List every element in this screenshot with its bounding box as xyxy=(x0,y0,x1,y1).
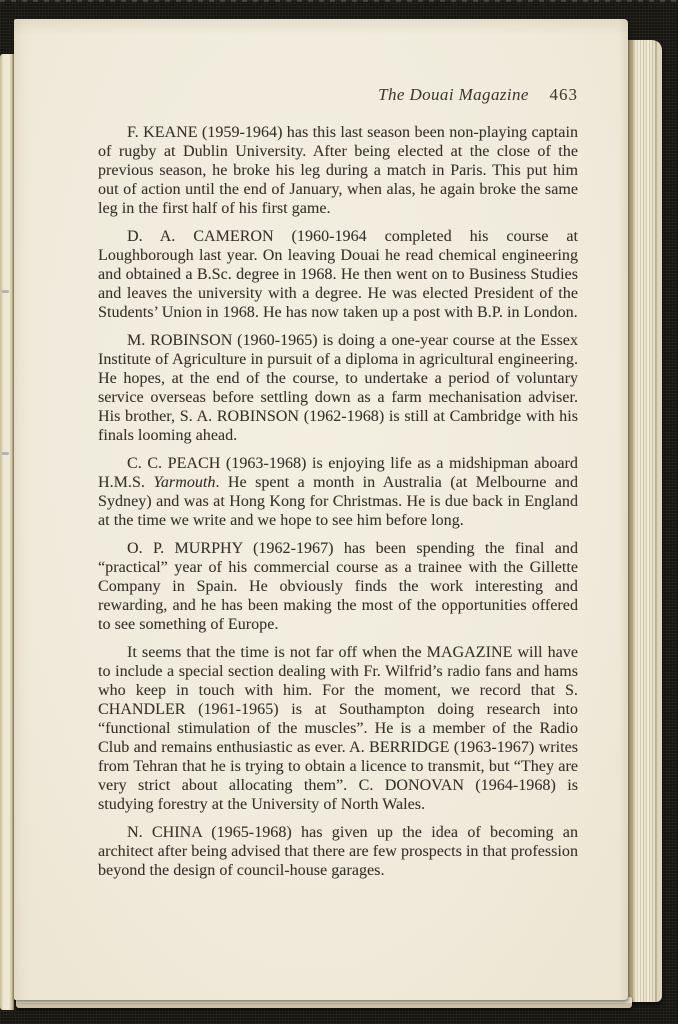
page-number: 463 xyxy=(549,85,578,104)
paragraph xyxy=(98,454,578,530)
text-segment: M. ROBINSON (1960-1965) is doing a one-year course at the Essex Institute of Agriculture in pursuit of a diploma in agricultural engineering. He hopes, at the end of the course, to undertake a period of voluntary service overseas before settling down as a farm mechanisation adviser. His brother, S. A. ROBINSON (1962-1968) is still at Cambridge with his finals looming ahead. xyxy=(98,332,578,444)
text-block xyxy=(98,123,578,880)
journal-title: The Douai Magazine xyxy=(378,85,529,104)
paragraph xyxy=(98,123,578,218)
book-page xyxy=(14,19,628,1000)
running-header xyxy=(98,85,578,105)
text-segment: F. KEANE (1959-1964) has this last season been non-playing captain of rugby at Dublin University. After being elected at the close of the previous season, he broke his leg during a match in Paris. This put him out of action until the end of January, when alas, he again broke the same leg in the first half of his first game. xyxy=(98,124,578,217)
paragraph xyxy=(98,539,578,634)
italic-text: Yarmouth xyxy=(153,474,216,491)
paragraph xyxy=(98,227,578,322)
fore-edge-page-stack xyxy=(628,40,662,1002)
text-segment: D. A. CAMERON (1960-1964 completed his course at Loughborough last year. On leaving Douai he read chemical engineering and obtained a B.Sc. degree in 1968. He then went on to Business Studies and leaves the university with a degree. He was elected President of the Students’ Union in 1968. He has now taken up a post with B.P. in London. xyxy=(98,228,578,321)
text-segment: O. P. MURPHY (1962-1967) has been spending the final and “practical” year of his commercial course as a trainee with the Gillette Company in Spain. He obviously finds the work interesting and rewarding, and he has been making the most of the opportunities offered to see something of Europe. xyxy=(98,540,578,633)
text-segment: . He spent a month in Australia (at Melbourne and Sydney) and was at Hong Kong for Christmas. He is due back in England at the time we write and we hope to see him before long. xyxy=(98,474,579,529)
text-segment: N. CHINA (1965-1968) has given up the idea of becoming an architect after being advised that there are few prospects in that profession beyond the design of council-house garages. xyxy=(98,824,578,879)
text-segment: It seems that the time is not far off when the MAGAZINE will have to include a special section dealing with Fr. Wilfrid’s radio fans and hams who keep in touch with him. For the moment, we record that S. CHANDLER (1961-1965) is at Southampton doing research into “functional stimulation of the muscles”. He is a member of the Radio Club and remains enthusiastic as ever. A. BERRIDGE (1963-1967) writes from Tehran that he is trying to obtain a licence to transmit, but “They are very strict about allocating them”. C. DONOVAN (1964-1968) is studying forestry at the University of North Wales. xyxy=(98,644,578,813)
gutter-page-edge xyxy=(0,54,14,1010)
paragraph xyxy=(98,823,578,880)
cover-seam xyxy=(0,0,678,2)
text-segment: C. C. PEACH (1963-1968) is enjoying life as a midshipman aboard H.M.S. xyxy=(98,455,578,491)
ink-mark xyxy=(2,452,9,455)
paragraph xyxy=(98,643,578,814)
paragraph xyxy=(98,331,578,445)
ink-mark xyxy=(2,290,9,293)
